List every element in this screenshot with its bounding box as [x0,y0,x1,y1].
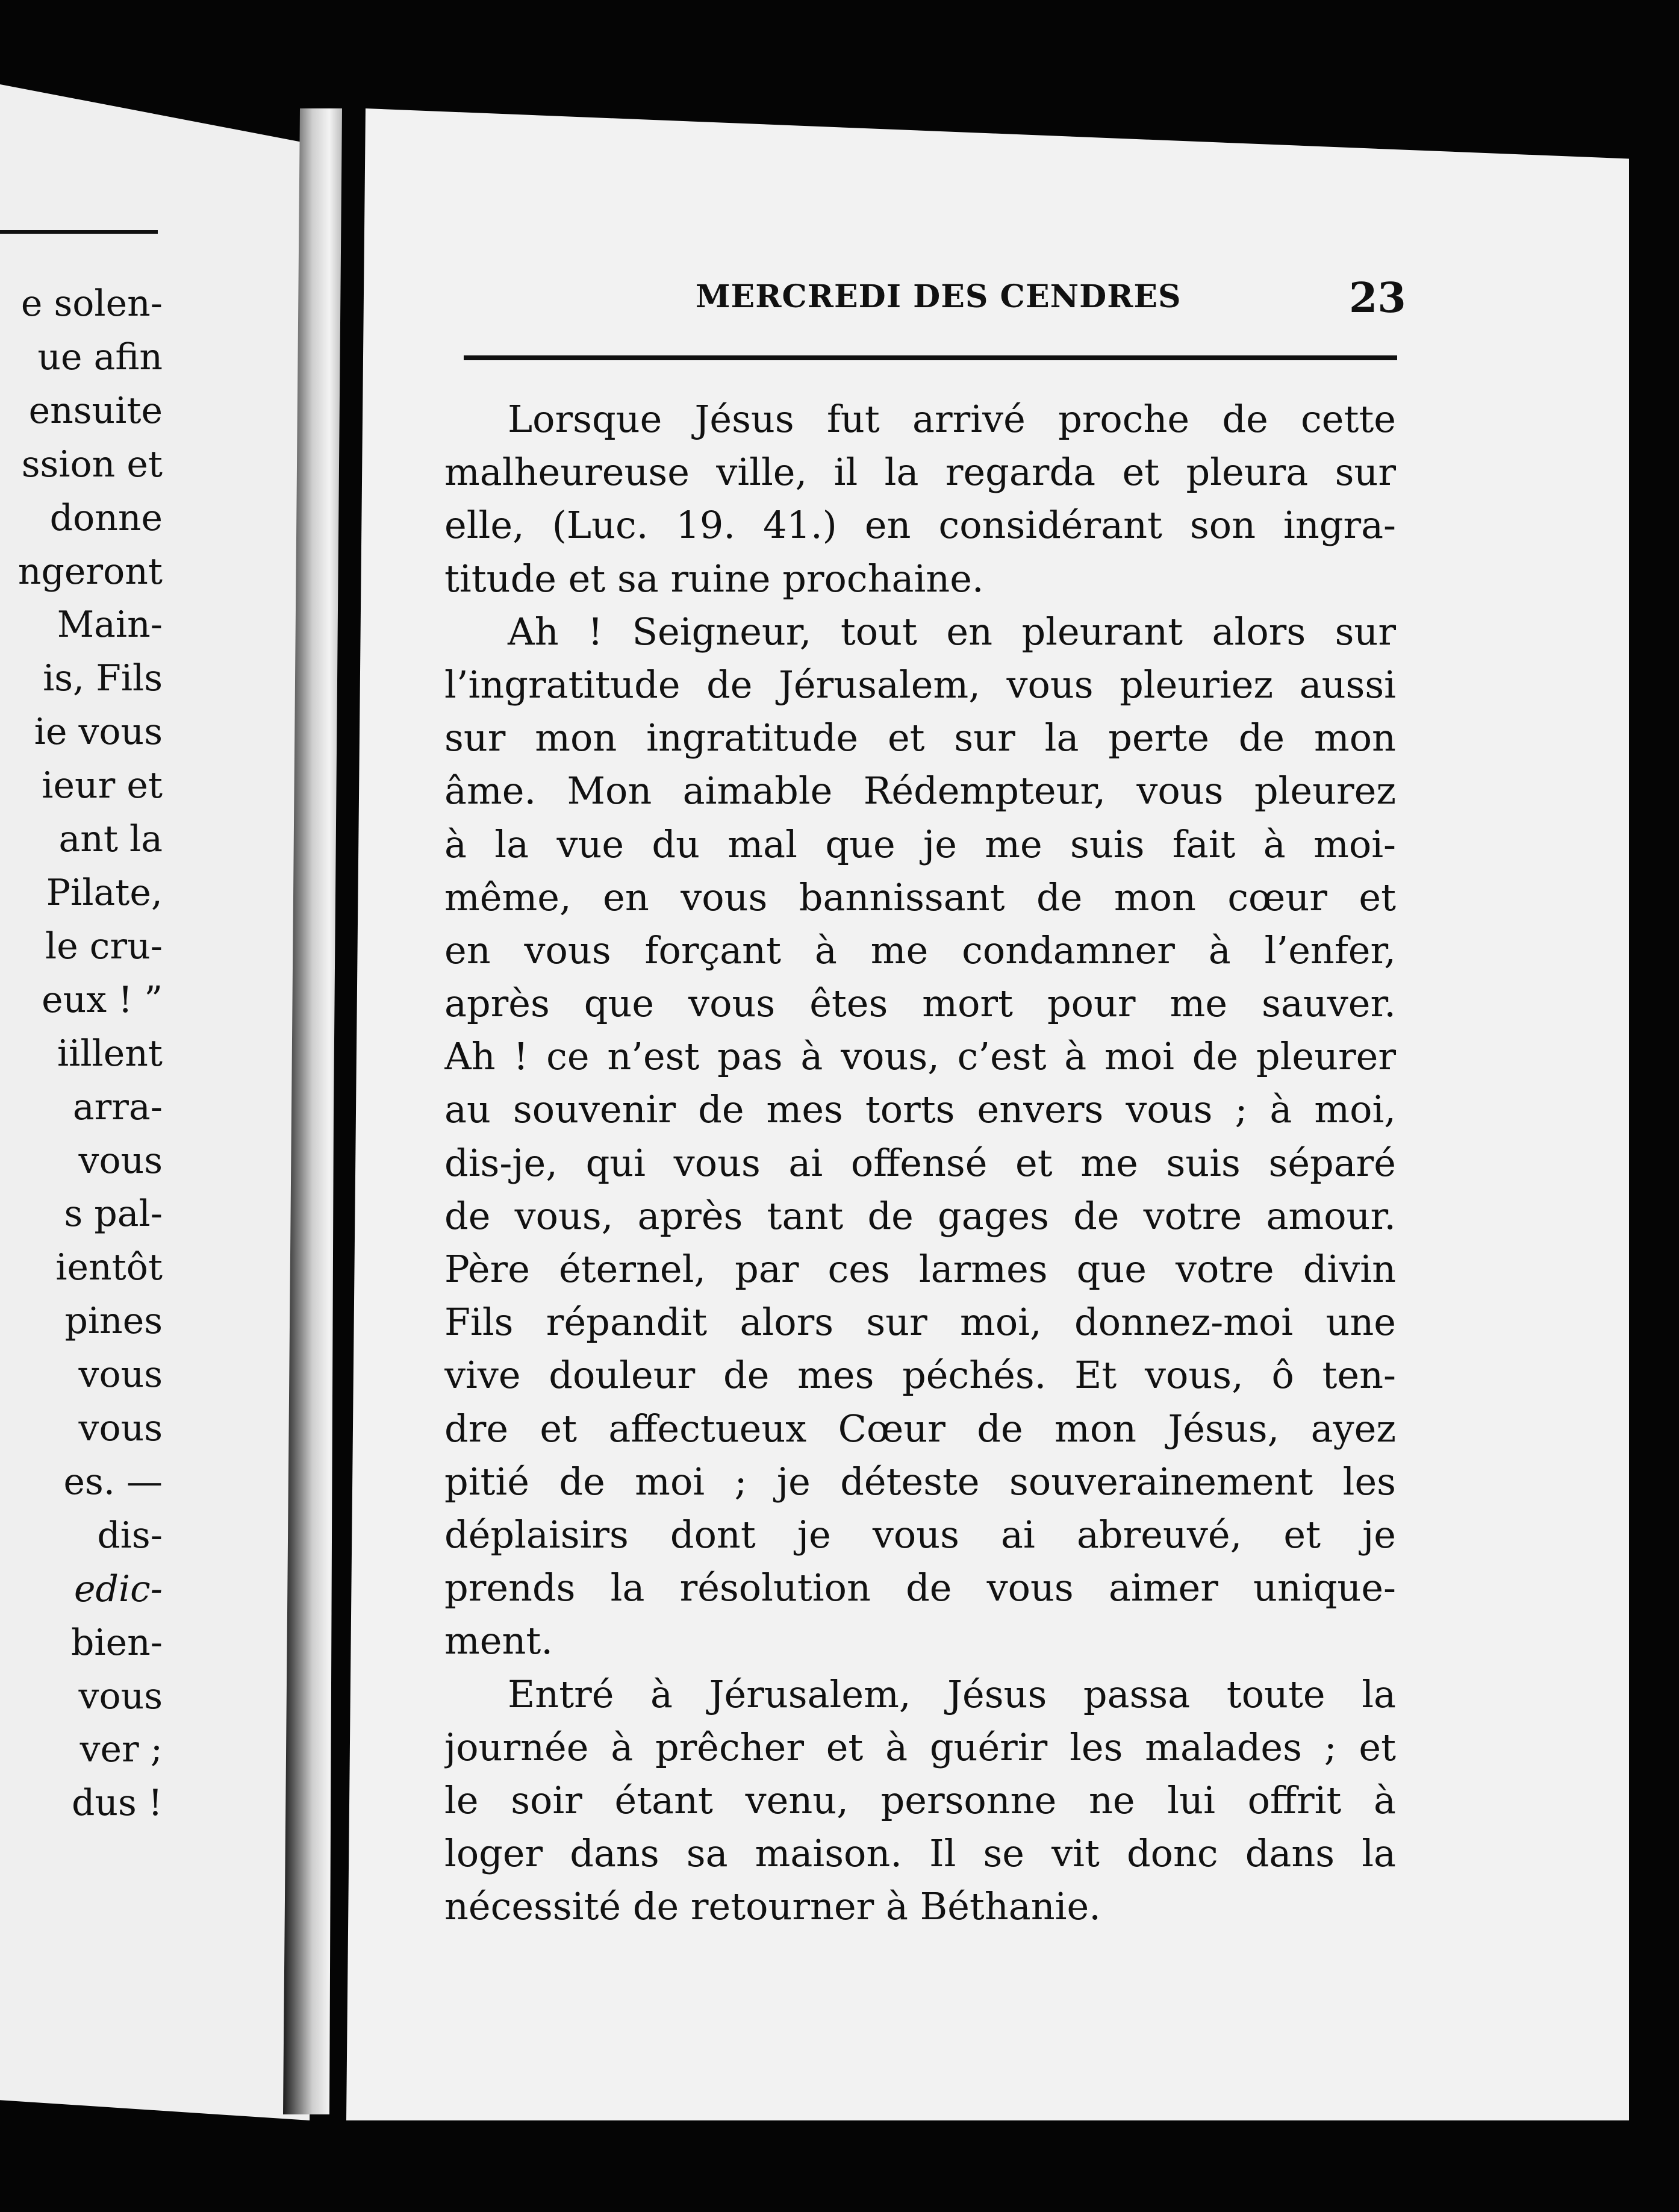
left-line: pines [64,1300,163,1343]
left-line: vous [78,1675,163,1717]
left-line: edic- [74,1567,163,1610]
text-line: elle, (Luc. 19. 41.) en considérant son ingra- [444,503,1396,548]
text-line: vive douleur de mes péchés. Et vous, ô ten- [444,1353,1396,1398]
text-line: loger dans sa maison. Il se vit donc dans la [444,1831,1396,1876]
left-line: le cru- [45,925,163,967]
left-line: dus ! [71,1782,163,1825]
left-line: e solen- [20,283,163,325]
left-line: ver ; [79,1728,163,1771]
left-line: arra- [72,1086,163,1128]
text-line: âme. Mon aimable Rédempteur, vous pleurez [444,769,1396,813]
left-line: ssion et [21,443,163,486]
text-line: dre et affectueux Cœur de mon Jésus, ayez [444,1406,1396,1451]
left-line: donne [49,496,163,539]
text-line: Père éternel, par ces larmes que votre divin [444,1247,1396,1291]
left-line: Pilate, [46,871,163,914]
left-line: ientôt [55,1246,163,1289]
text-line: Lorsque Jésus fut arrivé proche de cette [508,397,1396,441]
text-line: Ah ! Seigneur, tout en pleurant alors sur [508,609,1396,654]
left-line: eux ! ” [42,978,163,1021]
left-line: vous [78,1407,163,1450]
left-line: ieur et [42,764,163,807]
text-line: Entré à Jérusalem, Jésus passa toute la [508,1672,1396,1716]
text-line: nécessité de retourner à Béthanie. [444,1884,1101,1929]
text-line: sur mon ingratitude et sur la perte de mon [444,716,1396,760]
left-line: is, Fils [43,657,163,700]
left-line: iillent [57,1032,163,1075]
text-line: à la vue du mal que je me suis fait à moi- [444,822,1396,866]
page-number: 23 [1349,274,1406,322]
text-line: même, en vous bannissant de mon cœur et [444,875,1396,919]
left-line: ant la [58,818,163,861]
left-line: vous [78,1354,163,1396]
left-line: s pal- [64,1193,163,1236]
left-line: ngeront [17,550,163,593]
left-line: ue afin [37,336,163,378]
text-line: prends la résolution de vous aimer unique- [444,1566,1396,1610]
text-line: après que vous êtes mort pour me sauver. [444,981,1396,1026]
left-line: vous [78,1139,163,1182]
left-line: ensuite [28,389,163,432]
body-text [444,393,1396,1933]
text-line: Fils répandit alors sur moi, donnez-moi une [444,1300,1396,1345]
running-head: MERCREDI DES CENDRES [696,278,1182,315]
left-line: ie vous [34,711,163,754]
left-line: dis- [97,1514,163,1557]
text-line: ment. [444,1619,553,1663]
text-line: déplaisirs dont je vous ai abreuvé, et je [444,1512,1396,1557]
left-page-rule [0,230,158,234]
text-line: le soir étant venu, personne ne lui offrit à [444,1778,1396,1822]
text-line: pitié de moi ; je déteste souverainement les [444,1459,1396,1504]
header-rule [464,355,1397,360]
left-line: bien- [70,1621,163,1664]
text-line: journée à prêcher et à guérir les malades ; et [444,1725,1396,1769]
left-line: Main- [57,604,163,646]
text-line: malheureuse ville, il la regarda et pleura sur [444,450,1396,495]
text-line: en vous forçant à me condamner à l’enfer, [444,928,1396,972]
text-line: de vous, après tant de gages de votre amour. [444,1193,1396,1238]
text-line: Ah ! ce n’est pas à vous, c’est à moi de pleurer [444,1034,1396,1079]
text-line: dis-je, qui vous ai offensé et me suis séparé [444,1140,1396,1185]
text-line: titude et sa ruine prochaine. [444,556,984,601]
text-line: au souvenir de mes torts envers vous ; à moi, [444,1087,1396,1132]
left-page-text [0,277,163,1830]
left-line: es. — [63,1460,163,1503]
text-line: l’ingratitude de Jérusalem, vous pleuriez aussi [444,662,1396,707]
